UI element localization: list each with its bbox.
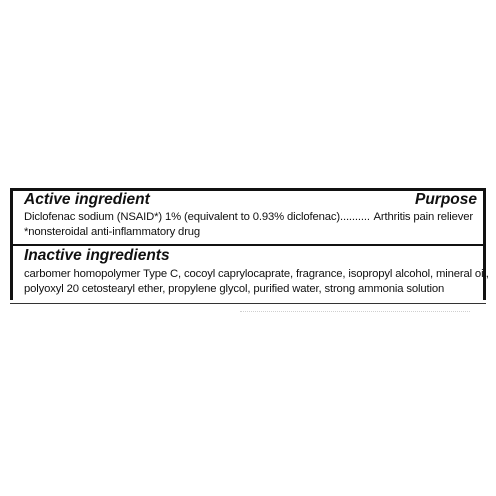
purpose-text: Arthritis pain reliever (373, 211, 473, 223)
drug-facts-panel (10, 188, 489, 300)
bottom-rule (10, 303, 486, 304)
purpose-heading: Purpose (414, 191, 477, 208)
inactive-ingredients-line-2: polyoxyl 20 cetostearyl ether, propylene glycol, purified water, strong ammonia solution (24, 283, 445, 295)
active-ingredient-heading: Active ingredient (24, 191, 150, 208)
active-ingredient-text: Diclofenac sodium (NSAID*) 1% (equivalent to 0.93% diclofenac) (24, 211, 340, 223)
faint-dotted-line (240, 311, 470, 313)
section-divider (10, 244, 486, 246)
footnote: *nonsteroidal anti-inflammatory drug (24, 226, 201, 238)
inactive-ingredients-heading: Inactive ingredients (24, 247, 170, 264)
active-ingredient-row (24, 210, 473, 224)
inactive-ingredients-line-1: carbomer homopolymer Type C, cocoyl caprylocaprate, fragrance, isopropyl alcohol, mineral oil, (24, 268, 489, 280)
leader-dots: .......... (339, 211, 370, 223)
